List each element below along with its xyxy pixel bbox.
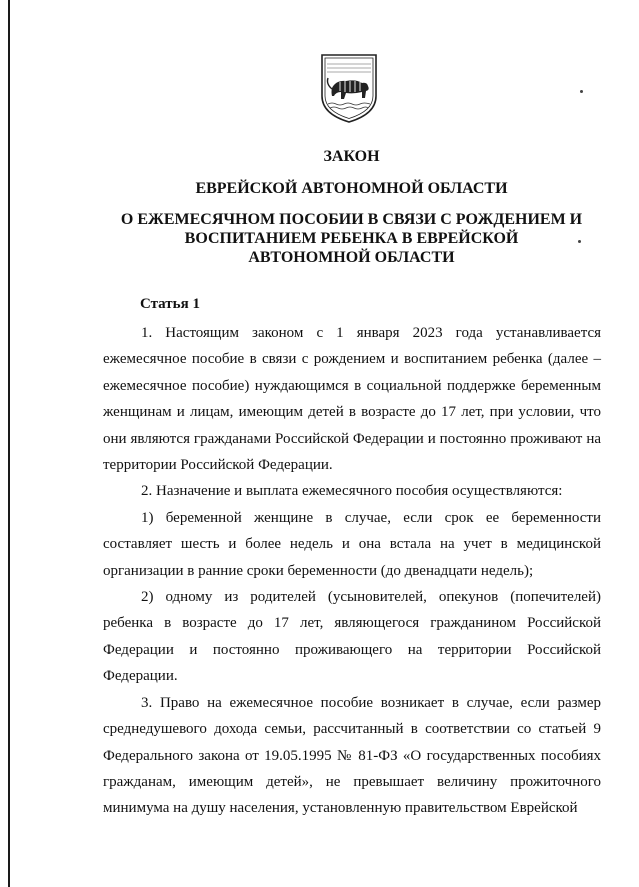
law-subject-line-3: АВТОНОМНОЙ ОБЛАСТИ [248, 249, 455, 266]
scan-speck [580, 90, 583, 93]
paragraph-1: 1. Настоящим законом с 1 января 2023 года устанавливается ежемесячное пособие в связи с рождением и воспитанием ребенка (далее – ежемесячное пособие) нуждающимся в социальной поддержке беременным женщинам и лицам, имеющим детей в возрасте до 17 лет, при условии, что они являются гражданами Российской Федерации и постоянно проживают на территории Российской Федерации. [103, 325, 601, 474]
law-subject-line-1: О ЕЖЕМЕСЯЧНОМ ПОСОБИИ В СВЯЗИ С РОЖДЕНИЕМ И [120, 211, 583, 228]
law-subject [32, 210, 639, 267]
scan-edge-line [8, 0, 10, 887]
paragraph-3: 3. Право на ежемесячное пособие возникает в случае, если размер среднедушевого дохода семьи, рассчитанный в соответствии со статьей 9 Федерального закона от 19.05.1995 № 81-ФЗ «О государственных пособиях гражданам, имеющим детей», не превышает величину прожиточного минимума на душу населения, установленную правительством Еврейской [103, 694, 601, 817]
region-title: ЕВРЕЙСКОЙ АВТОНОМНОЙ ОБЛАСТИ [195, 180, 508, 197]
paragraph-2: 2. Назначение и выплата ежемесячного пособия осуществляются: [141, 483, 563, 500]
article-body [103, 320, 601, 822]
law-title: ЗАКОН [323, 148, 380, 165]
paragraph-2-item-1: 1) беременной женщине в случае, если срок ее беременности составляет шесть и более недель и она встала на учет в медицинской организации в ранние сроки беременности (до двенадцати недель); [103, 509, 601, 579]
law-subject-line-2: ВОСПИТАНИЕМ РЕБЕНКА В ЕВРЕЙСКОЙ [184, 230, 519, 247]
article-title: Статья 1 [140, 296, 200, 312]
coat-of-arms-tiger-icon [318, 52, 380, 124]
paragraph-2-item-2: 2) одному из родителей (усыновителей, опекунов (попечителей) ребенка в возрасте до 17 лет, являющегося гражданином Российской Федерации и постоянно проживающего на территории Российской Федерации. [103, 589, 601, 685]
scan-speck [578, 240, 581, 243]
